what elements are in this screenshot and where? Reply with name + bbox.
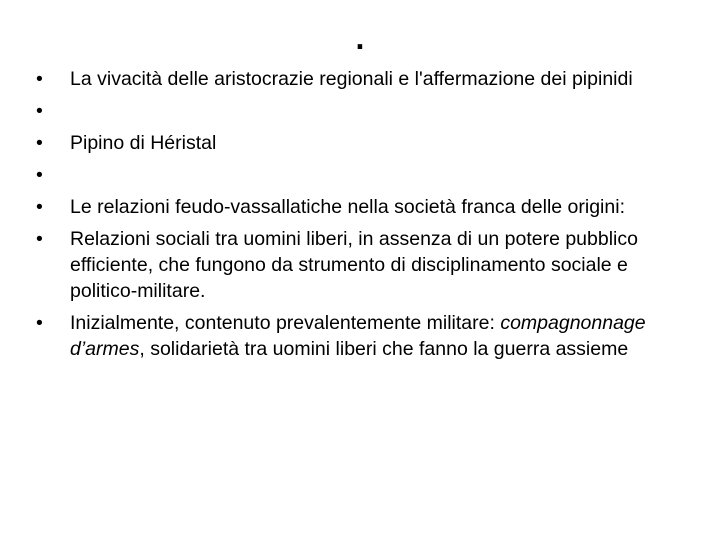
bullet-icon: • [36,312,43,334]
bullet-icon: • [36,68,43,90]
bullet-text: Relazioni sociali tra uomini liberi, in assenza di un potere pubblico efficiente, che fungono da strumento di disciplinamento sociale e politico-militare. [70,228,638,302]
bullet-icon: • [36,132,43,154]
list-item [36,98,666,124]
list-item [36,162,666,188]
bullet-list [36,66,666,368]
list-item [36,194,666,220]
list-item [36,66,666,92]
bullet-icon: • [36,196,43,218]
bullet-text: La vivacità delle aristocrazie regionali e l'affermazione dei pipinidi [70,68,633,90]
bullet-icon: • [36,228,43,250]
list-item [36,130,666,156]
list-item [36,226,666,304]
bullet-text: Le relazioni feudo-vassallatiche nella società franca delle origini: [70,196,625,218]
bullet-text: Pipino di Héristal [70,132,217,154]
slide-title: . [355,20,365,56]
bullet-text-plain-end: , solidarietà tra uomini liberi che fanno la guerra assieme [139,338,629,360]
bullet-text-plain: Inizialmente, contenuto prevalentemente militare: [70,312,501,334]
bullet-text [70,312,646,360]
bullet-icon: • [36,100,43,122]
list-item [36,310,666,362]
bullet-text-italic: compagnonnage d’armes [70,312,646,360]
bullet-icon: • [36,164,43,186]
